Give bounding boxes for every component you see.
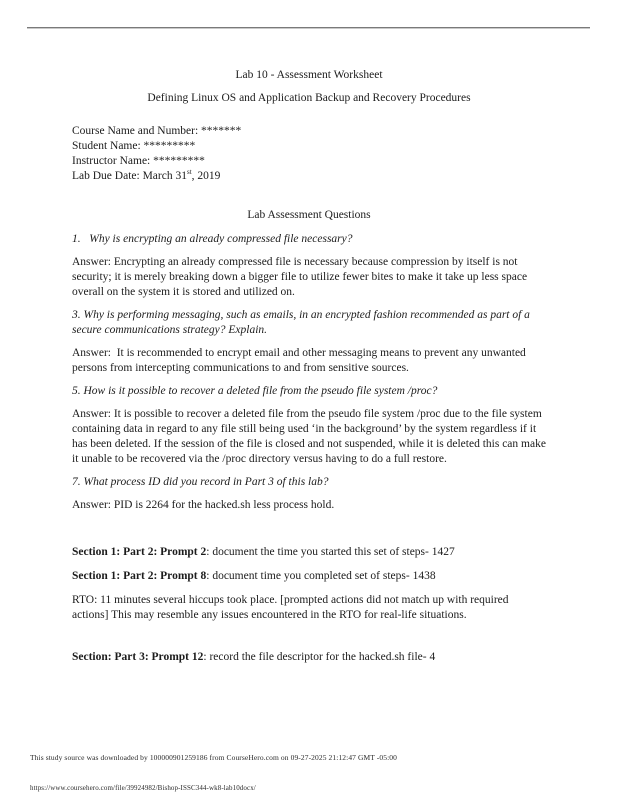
prompt-12-label: Section: Part 3: Prompt 12	[72, 651, 204, 663]
question-3: 3. Why is performing messaging, such as emails, in an encrypted fashion recommended as part of a secure communications strategy? Explain.	[72, 309, 533, 336]
answer-1: Answer: Encrypting an already compressed file is necessary because compression by itself is not security; it is merely breaking down a bigger file to utilize fewer bites to make it take up less space overall on the system it is stored and utilized on.	[72, 256, 530, 298]
prompt-12-text: : record the file descriptor for the hacked.sh file- 4	[203, 651, 436, 663]
answer-5: Answer: It is possible to recover a deleted file from the pseudo file system /proc due to the file system containing data in regard to any file still being used ‘in the background’ by the system regardless if it has been deleted. If the session of the file is closed and not suspended, while it is deleted this can make it unable to be recovered via the /proc directory versus having to do a full restore.	[72, 408, 549, 465]
header-fields	[72, 124, 546, 184]
question-5: 5. How is it possible to recover a deleted file from the pseudo file system /proc?	[72, 385, 438, 397]
due-date-suffix: , 2019	[191, 170, 221, 182]
rto-note: RTO: 11 minutes several hiccups took place. [prompted actions did not match up with required actions] This may resemble any issues encountered in the RTO for real-life situations.	[72, 594, 512, 621]
prompt-8-label: Section 1: Part 2: Prompt 8	[72, 570, 207, 582]
section-prompts	[72, 545, 546, 665]
header-divider-line	[27, 27, 590, 29]
field-lab-due-date	[72, 169, 546, 184]
question-1: 1. Why is encrypting an already compressed file necessary?	[72, 233, 353, 245]
due-date-prefix: Lab Due Date: March 31	[72, 170, 187, 182]
answer-3: Answer: It is recommended to encrypt email and other messaging means to prevent any unwanted persons from intercepting communications to and from sensitive sources.	[72, 347, 529, 374]
question-7: 7. What process ID did you record in Part 3 of this lab?	[72, 476, 329, 488]
field-student-name: Student Name: *********	[72, 140, 196, 152]
prompt-8-line	[72, 569, 546, 584]
coursehero-download-note: This study source was downloaded by 100000901259186 from CourseHero.com on 09-27-2025 21:12:47 GMT -05:00	[30, 753, 397, 762]
prompt-8-text: : document time you completed set of steps- 1438	[206, 570, 436, 582]
document-content	[72, 68, 549, 665]
prompt-2-label: Section 1: Part 2: Prompt 2	[72, 546, 207, 558]
document-title: Lab 10 - Assessment Worksheet	[235, 69, 383, 81]
field-instructor-name: Instructor Name: *********	[72, 155, 205, 167]
prompt-2-text: : document the time you started this set of steps- 1427	[206, 546, 455, 558]
prompt-12-line	[72, 650, 546, 665]
section-heading: Lab Assessment Questions	[247, 209, 371, 221]
field-course-name: Course Name and Number: *******	[72, 125, 242, 137]
qa-list	[72, 232, 549, 513]
document-subtitle: Defining Linux OS and Application Backup and Recovery Procedures	[147, 92, 471, 104]
coursehero-source-url: https://www.coursehero.com/file/39924982/Bishop-ISSC344-wk8-lab10docx/	[30, 784, 256, 792]
prompt-2-line	[72, 545, 546, 560]
due-date-ordinal-suffix: st	[186, 168, 192, 177]
answer-7: Answer: PID is 2264 for the hacked.sh less process hold.	[72, 499, 335, 511]
